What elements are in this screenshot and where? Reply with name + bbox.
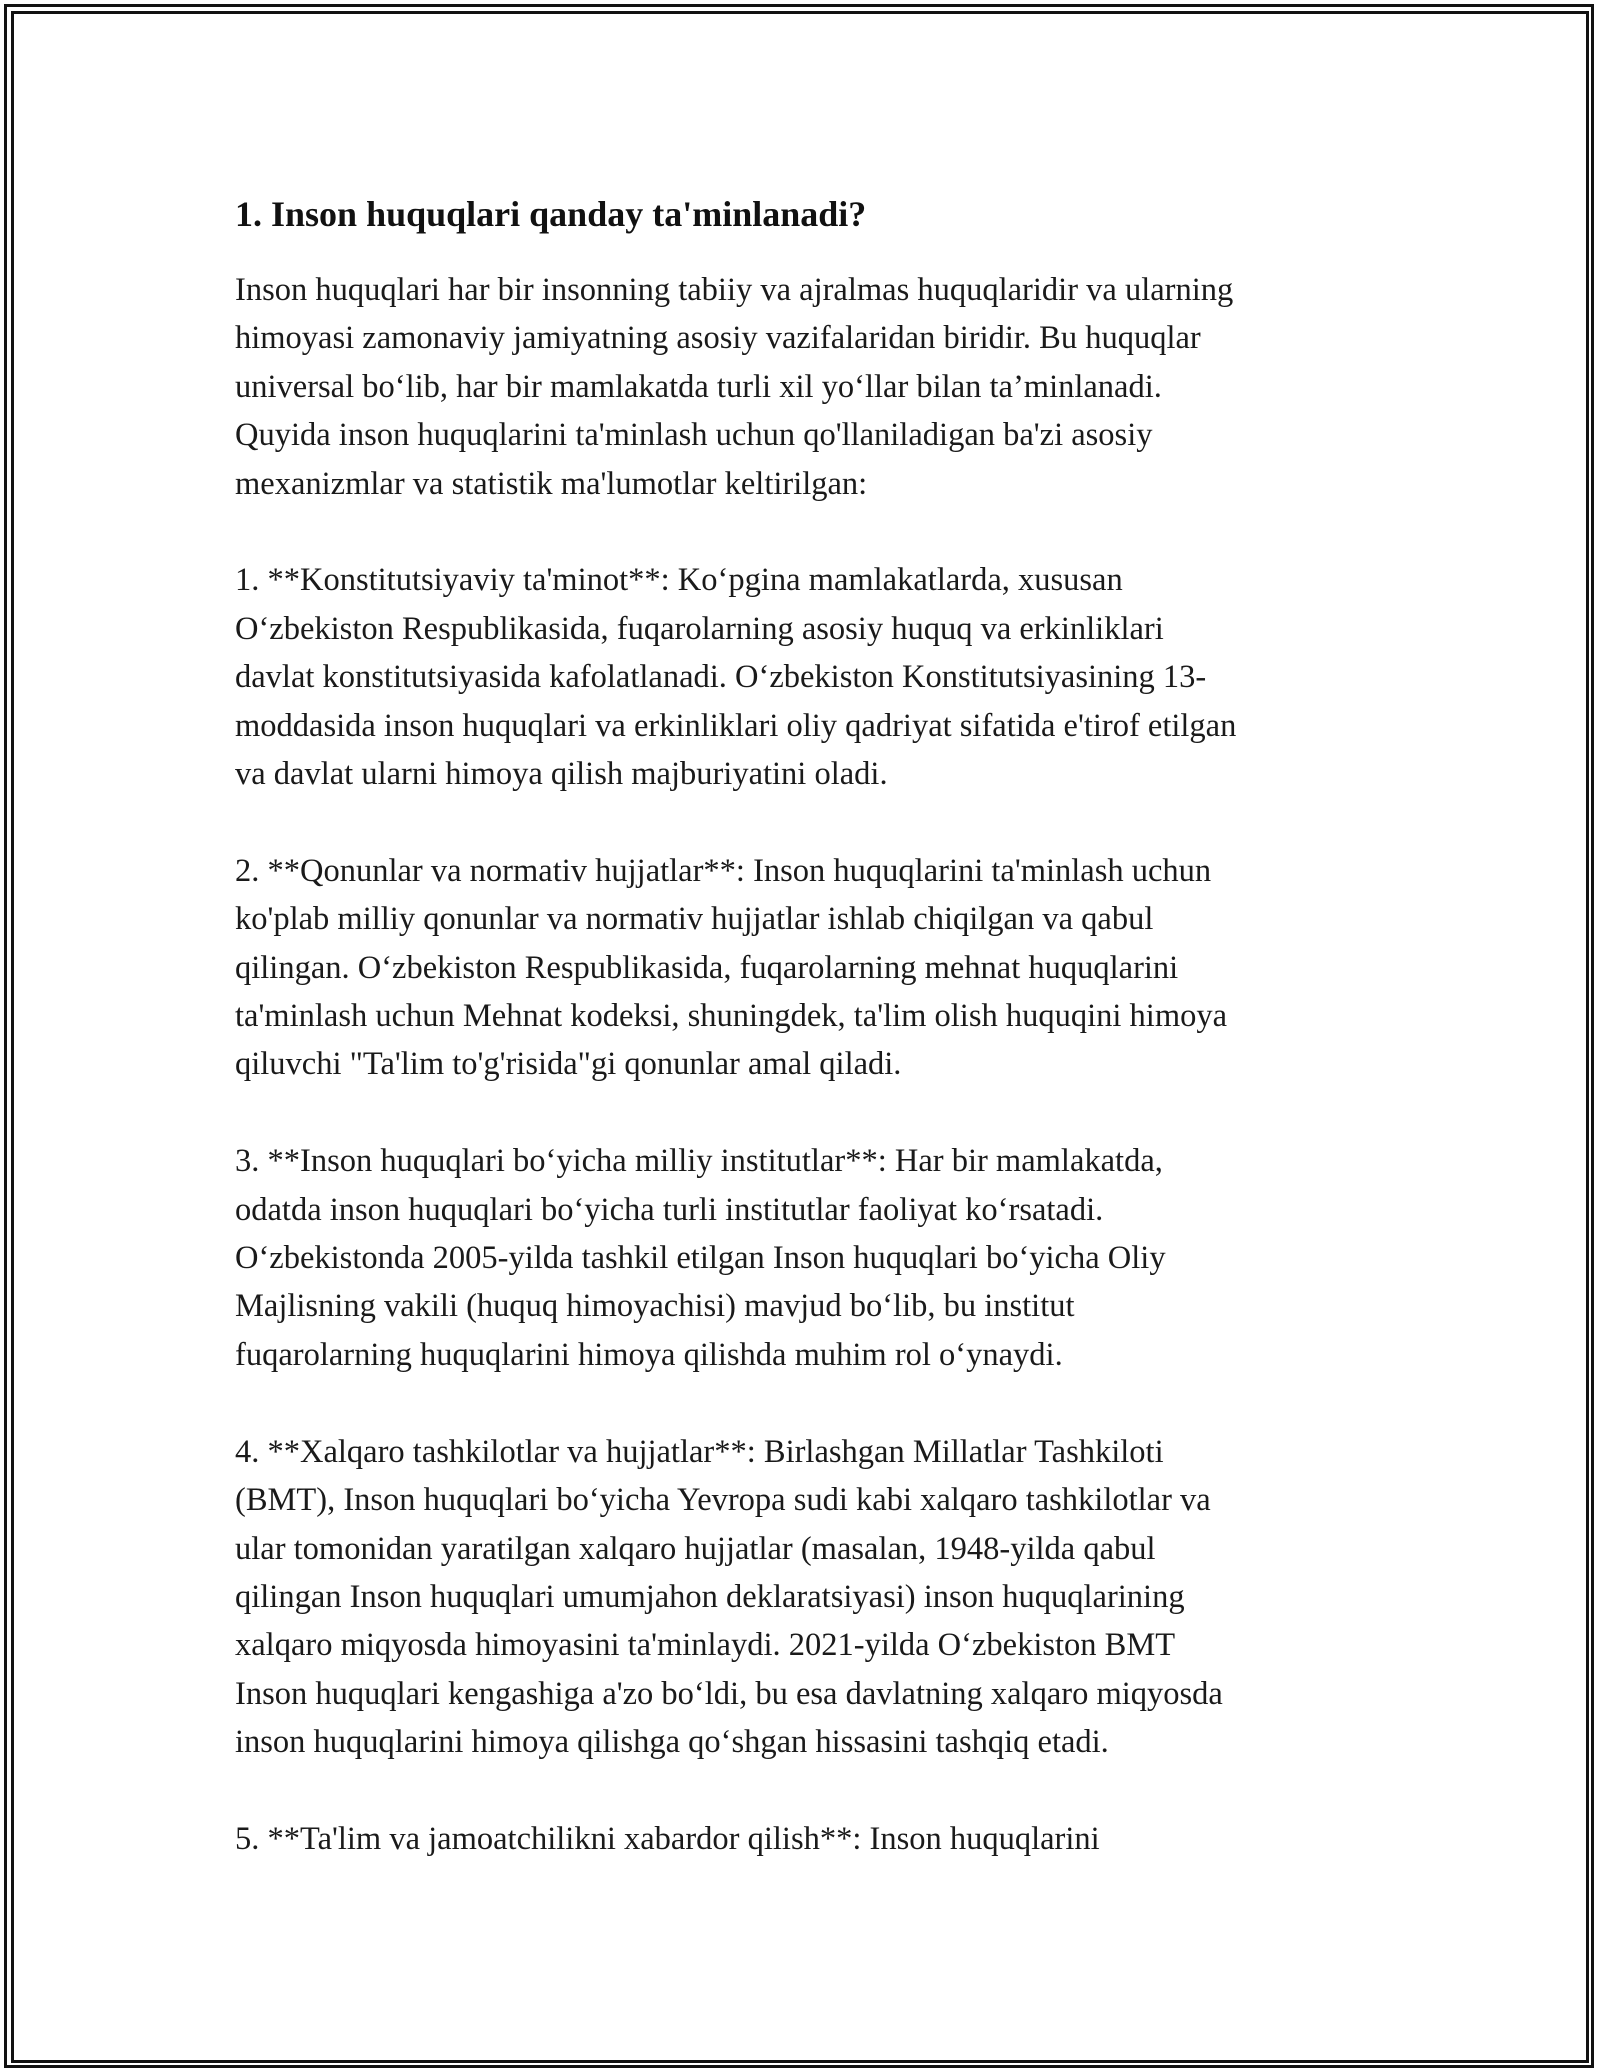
text-line: Majlisning vakili (huquq himoyachisi) mavjud bo‘lib, bu institut	[235, 1288, 1075, 1325]
text-line: O‘zbekiston Respublikasida, fuqarolarning asosiy huquq va erkinliklari	[235, 610, 1164, 647]
text-line: universal bo‘lib, har bir mamlakatda turli xil yo‘llar bilan ta’minlanadi.	[235, 368, 1162, 405]
text-line: 4. **Xalqaro tashkilotlar va hujjatlar**: Birlashgan Millatlar Tashkiloti	[235, 1433, 1164, 1470]
text-line: qilingan Inson huquqlari umumjahon deklaratsiyasi) inson huquqlarining	[235, 1578, 1185, 1615]
text-line: ko'plab milliy qonunlar va normativ hujjatlar ishlab chiqilgan va qabul	[235, 901, 1154, 938]
text-line: qilingan. O‘zbekiston Respublikasida, fuqarolarning mehnat huquqlarini	[235, 949, 1179, 986]
text-line: va davlat ularni himoya qilish majburiyatini oladi.	[235, 756, 888, 793]
document-page	[235, 190, 1385, 1912]
text-line: 5. **Ta'lim va jamoatchilikni xabardor qilish**: Inson huquqlarini	[235, 1820, 1100, 1857]
text-line: fuqarolarning huquqlarini himoya qilishda muhim rol o‘ynaydi.	[235, 1336, 1063, 1373]
text-line: 3. **Inson huquqlari bo‘yicha milliy institutlar**: Har bir mamlakatda,	[235, 1143, 1163, 1180]
text-line: ular tomonidan yaratilgan xalqaro hujjatlar (masalan, 1948-yilda qabul	[235, 1530, 1156, 1567]
text-line: O‘zbekistonda 2005-yilda tashkil etilgan Inson huquqlari bo‘yicha Oliy	[235, 1240, 1166, 1277]
text-line: ta'minlash uchun Mehnat kodeksi, shuningdek, ta'lim olish huquqini himoya	[235, 998, 1228, 1035]
document-body	[235, 266, 1385, 1863]
text-line: mexanizmlar va statistik ma'lumotlar keltirilgan:	[235, 465, 868, 502]
text-line: davlat konstitutsiyasida kafolatlanadi. O‘zbekiston Konstitutsiyasining 13-	[235, 659, 1207, 696]
text-line: himoyasi zamonaviy jamiyatning asosiy vazifalaridan biridir. Bu huquqlar	[235, 320, 1201, 357]
text-line: Inson huquqlari har bir insonning tabiiy va ajralmas huquqlaridir va ularning	[235, 272, 1234, 308]
paragraph-item-3	[235, 1137, 1385, 1379]
text-line: Quyida inson huquqlarini ta'minlash uchun qo'llaniladigan ba'zi asosiy	[235, 417, 1153, 454]
paragraph-item-1	[235, 556, 1385, 798]
paragraph-item-5	[235, 1815, 1385, 1863]
text-line: Inson huquqlari kengashiga a'zo bo‘ldi, bu esa davlatning xalqaro miqyosda	[235, 1675, 1223, 1712]
text-line: xalqaro miqyosda himoyasini ta'minlaydi. 2021-yilda O‘zbekiston BMT	[235, 1627, 1176, 1664]
text-line: (BMT), Inson huquqlari bo‘yicha Yevropa sudi kabi xalqaro tashkilotlar va	[235, 1482, 1211, 1519]
text-line: inson huquqlarini himoya qilishga qo‘shgan hissasini tashqiq etadi.	[235, 1724, 1109, 1761]
text-line: 1. **Konstitutsiyaviy ta'minot**: Ko‘pgina mamlakatlarda, xususan	[235, 562, 1123, 599]
text-line: odatda inson huquqlari bo‘yicha turli institutlar faoliyat ko‘rsatadi.	[235, 1191, 1104, 1228]
document-title: 1. Inson huquqlari qanday ta'minlanadi?	[235, 194, 867, 234]
paragraph-intro	[235, 266, 1385, 508]
paragraph-item-4	[235, 1428, 1385, 1767]
text-line: qiluvchi "Ta'lim to'g'risida"gi qonunlar amal qiladi.	[235, 1046, 902, 1083]
text-line: 2. **Qonunlar va normativ hujjatlar**: Inson huquqlarini ta'minlash uchun	[235, 852, 1212, 889]
text-line: moddasida inson huquqlari va erkinliklari oliy qadriyat sifatida e'tirof etilgan	[235, 707, 1237, 744]
paragraph-item-2	[235, 847, 1385, 1089]
